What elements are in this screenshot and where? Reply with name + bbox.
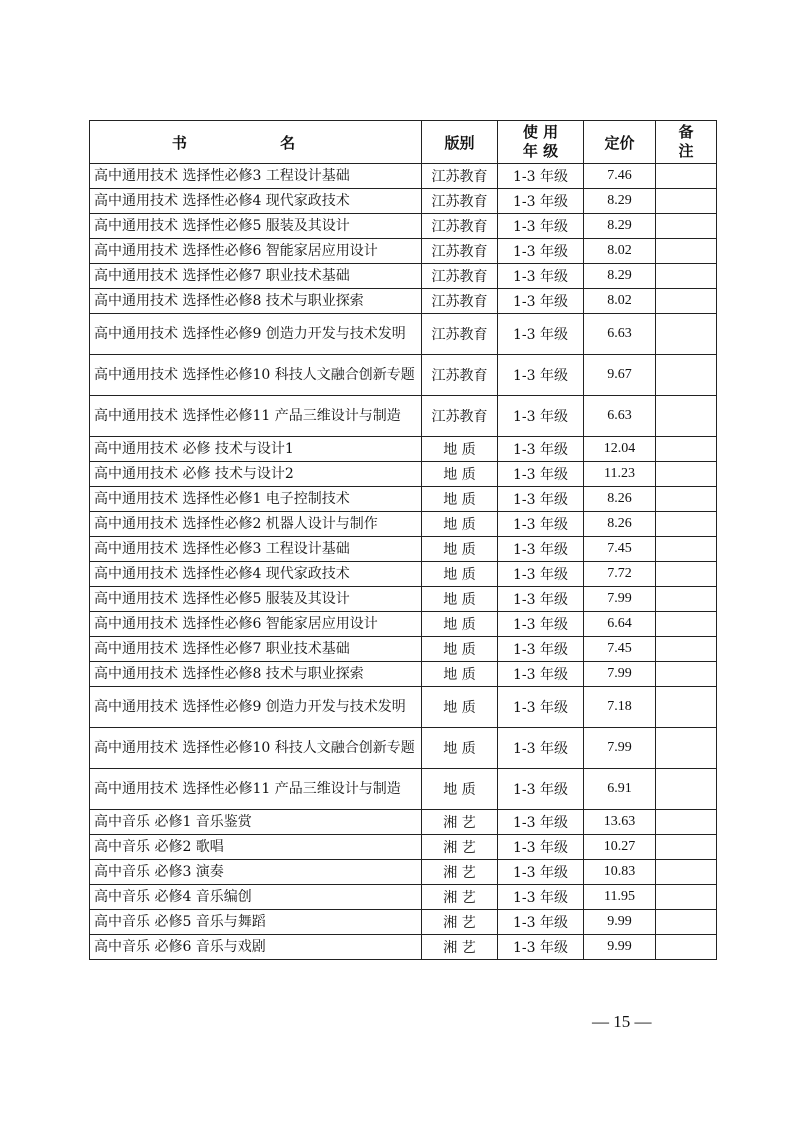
table-row: [90, 396, 717, 437]
price-cell: 7.99: [584, 587, 656, 612]
price-cell: 8.26: [584, 487, 656, 512]
book-name-cell: 高中通用技术 选择性必修6 智能家居应用设计: [90, 239, 422, 264]
price-cell: 6.64: [584, 612, 656, 637]
table-row: [90, 687, 717, 728]
grade-cell: 1-3 年级: [498, 910, 584, 935]
book-name-cell: 高中通用技术 选择性必修3 工程设计基础: [90, 164, 422, 189]
note-cell: [656, 728, 717, 769]
table-row: [90, 437, 717, 462]
publisher-cell: 地 质: [422, 537, 498, 562]
note-cell: [656, 537, 717, 562]
grade-cell: 1-3 年级: [498, 662, 584, 687]
note-cell: [656, 289, 717, 314]
table-row: [90, 537, 717, 562]
grade-cell: 1-3 年级: [498, 810, 584, 835]
price-cell: 13.63: [584, 810, 656, 835]
grade-cell: 1-3 年级: [498, 396, 584, 437]
price-cell: 7.45: [584, 637, 656, 662]
table-row: [90, 164, 717, 189]
book-name-cell: 高中音乐 必修3 演奏: [90, 860, 422, 885]
publisher-cell: 湘 艺: [422, 885, 498, 910]
price-cell: 11.95: [584, 885, 656, 910]
price-cell: 9.99: [584, 910, 656, 935]
note-cell: [656, 214, 717, 239]
publisher-cell: 地 质: [422, 612, 498, 637]
price-cell: 8.02: [584, 289, 656, 314]
book-name-cell: 高中通用技术 选择性必修1 电子控制技术: [90, 487, 422, 512]
grade-cell: 1-3 年级: [498, 314, 584, 355]
book-name-cell: 高中通用技术 必修 技术与设计1: [90, 437, 422, 462]
note-cell: [656, 835, 717, 860]
publisher-cell: 江苏教育: [422, 264, 498, 289]
price-cell: 9.99: [584, 935, 656, 960]
note-cell: [656, 264, 717, 289]
book-name-cell: 高中通用技术 选择性必修10 科技人文融合创新专题: [90, 355, 422, 396]
price-cell: 8.26: [584, 512, 656, 537]
grade-cell: 1-3 年级: [498, 437, 584, 462]
grade-cell: 1-3 年级: [498, 355, 584, 396]
publisher-cell: 地 质: [422, 662, 498, 687]
grade-cell: 1-3 年级: [498, 562, 584, 587]
header-price: 定价: [584, 121, 656, 164]
book-name-cell: 高中通用技术 选择性必修9 创造力开发与技术发明: [90, 687, 422, 728]
note-cell: [656, 462, 717, 487]
grade-cell: 1-3 年级: [498, 537, 584, 562]
grade-cell: 1-3 年级: [498, 835, 584, 860]
table-body: [90, 164, 717, 960]
publisher-cell: 江苏教育: [422, 396, 498, 437]
book-name-cell: 高中通用技术 选择性必修7 职业技术基础: [90, 637, 422, 662]
publisher-cell: 江苏教育: [422, 239, 498, 264]
publisher-cell: 地 质: [422, 637, 498, 662]
publisher-cell: 地 质: [422, 687, 498, 728]
note-cell: [656, 396, 717, 437]
table-row: [90, 264, 717, 289]
note-cell: [656, 355, 717, 396]
note-cell: [656, 885, 717, 910]
publisher-cell: 湘 艺: [422, 860, 498, 885]
publisher-cell: 湘 艺: [422, 935, 498, 960]
publisher-cell: 湘 艺: [422, 835, 498, 860]
price-cell: 7.18: [584, 687, 656, 728]
note-cell: [656, 512, 717, 537]
book-name-cell: 高中音乐 必修2 歌唱: [90, 835, 422, 860]
note-cell: [656, 910, 717, 935]
publisher-cell: 地 质: [422, 587, 498, 612]
note-cell: [656, 637, 717, 662]
price-cell: 6.63: [584, 314, 656, 355]
grade-cell: 1-3 年级: [498, 214, 584, 239]
grade-cell: 1-3 年级: [498, 769, 584, 810]
price-cell: 10.27: [584, 835, 656, 860]
grade-cell: 1-3 年级: [498, 728, 584, 769]
publisher-cell: 地 质: [422, 562, 498, 587]
table-row: [90, 662, 717, 687]
note-cell: [656, 769, 717, 810]
publisher-cell: 江苏教育: [422, 214, 498, 239]
table-row: [90, 587, 717, 612]
publisher-cell: 江苏教育: [422, 314, 498, 355]
table-row: [90, 810, 717, 835]
table-row: [90, 487, 717, 512]
book-name-cell: 高中通用技术 选择性必修2 机器人设计与制作: [90, 512, 422, 537]
price-cell: 10.83: [584, 860, 656, 885]
publisher-cell: 地 质: [422, 462, 498, 487]
header-publisher: 版别: [422, 121, 498, 164]
textbook-price-table: [89, 120, 717, 960]
grade-cell: 1-3 年级: [498, 687, 584, 728]
price-cell: 7.99: [584, 662, 656, 687]
book-name-cell: 高中通用技术 选择性必修6 智能家居应用设计: [90, 612, 422, 637]
note-cell: [656, 164, 717, 189]
note-cell: [656, 860, 717, 885]
price-cell: 12.04: [584, 437, 656, 462]
note-cell: [656, 189, 717, 214]
publisher-cell: 江苏教育: [422, 189, 498, 214]
grade-cell: 1-3 年级: [498, 935, 584, 960]
table-row: [90, 728, 717, 769]
grade-cell: 1-3 年级: [498, 587, 584, 612]
table-row: [90, 562, 717, 587]
note-cell: [656, 487, 717, 512]
book-name-cell: 高中通用技术 选择性必修8 技术与职业探索: [90, 662, 422, 687]
price-cell: 8.29: [584, 264, 656, 289]
grade-cell: 1-3 年级: [498, 512, 584, 537]
price-cell: 7.45: [584, 537, 656, 562]
book-name-cell: 高中音乐 必修6 音乐与戏剧: [90, 935, 422, 960]
book-name-cell: 高中通用技术 选择性必修10 科技人文融合创新专题: [90, 728, 422, 769]
grade-cell: 1-3 年级: [498, 239, 584, 264]
grade-cell: 1-3 年级: [498, 164, 584, 189]
publisher-cell: 江苏教育: [422, 289, 498, 314]
price-cell: 8.29: [584, 214, 656, 239]
note-cell: [656, 314, 717, 355]
table-row: [90, 314, 717, 355]
book-name-cell: 高中通用技术 选择性必修8 技术与职业探索: [90, 289, 422, 314]
book-name-cell: 高中通用技术 选择性必修4 现代家政技术: [90, 562, 422, 587]
publisher-cell: 地 质: [422, 437, 498, 462]
price-cell: 7.99: [584, 728, 656, 769]
note-cell: [656, 437, 717, 462]
price-cell: 8.29: [584, 189, 656, 214]
book-name-cell: 高中音乐 必修5 音乐与舞蹈: [90, 910, 422, 935]
table-header-row: [90, 121, 717, 164]
book-name-cell: 高中通用技术 必修 技术与设计2: [90, 462, 422, 487]
table-row: [90, 355, 717, 396]
book-name-cell: 高中通用技术 选择性必修4 现代家政技术: [90, 189, 422, 214]
page-number: — 15 —: [592, 1012, 652, 1031]
table-row: [90, 189, 717, 214]
publisher-cell: 江苏教育: [422, 355, 498, 396]
note-cell: [656, 562, 717, 587]
publisher-cell: 江苏教育: [422, 164, 498, 189]
table-row: [90, 512, 717, 537]
table-row: [90, 769, 717, 810]
table-row: [90, 612, 717, 637]
table-row: [90, 910, 717, 935]
book-name-cell: 高中通用技术 选择性必修3 工程设计基础: [90, 537, 422, 562]
note-cell: [656, 662, 717, 687]
table-row: [90, 239, 717, 264]
price-cell: 11.23: [584, 462, 656, 487]
book-name-cell: 高中通用技术 选择性必修9 创造力开发与技术发明: [90, 314, 422, 355]
publisher-cell: 地 质: [422, 769, 498, 810]
book-name-cell: 高中通用技术 选择性必修11 产品三维设计与制造: [90, 769, 422, 810]
header-note: 备 注: [656, 121, 717, 164]
price-cell: 7.72: [584, 562, 656, 587]
price-cell: 6.91: [584, 769, 656, 810]
book-name-cell: 高中通用技术 选择性必修11 产品三维设计与制造: [90, 396, 422, 437]
note-cell: [656, 935, 717, 960]
table-row: [90, 935, 717, 960]
note-cell: [656, 687, 717, 728]
table-row: [90, 289, 717, 314]
price-cell: 9.67: [584, 355, 656, 396]
grade-cell: 1-3 年级: [498, 487, 584, 512]
grade-cell: 1-3 年级: [498, 612, 584, 637]
table-row: [90, 835, 717, 860]
book-name-cell: 高中通用技术 选择性必修5 服装及其设计: [90, 587, 422, 612]
note-cell: [656, 239, 717, 264]
price-cell: 7.46: [584, 164, 656, 189]
book-name-cell: 高中通用技术 选择性必修5 服装及其设计: [90, 214, 422, 239]
table-row: [90, 885, 717, 910]
publisher-cell: 地 质: [422, 728, 498, 769]
publisher-cell: 湘 艺: [422, 810, 498, 835]
grade-cell: 1-3 年级: [498, 289, 584, 314]
note-cell: [656, 612, 717, 637]
price-cell: 8.02: [584, 239, 656, 264]
price-cell: 6.63: [584, 396, 656, 437]
grade-cell: 1-3 年级: [498, 462, 584, 487]
table-row: [90, 462, 717, 487]
note-cell: [656, 810, 717, 835]
table-row: [90, 214, 717, 239]
table-row: [90, 637, 717, 662]
book-name-cell: 高中通用技术 选择性必修7 职业技术基础: [90, 264, 422, 289]
grade-cell: 1-3 年级: [498, 189, 584, 214]
publisher-cell: 地 质: [422, 487, 498, 512]
book-name-cell: 高中音乐 必修4 音乐编创: [90, 885, 422, 910]
note-cell: [656, 587, 717, 612]
publisher-cell: 地 质: [422, 512, 498, 537]
grade-cell: 1-3 年级: [498, 637, 584, 662]
header-book-name: 书 名: [90, 121, 422, 164]
grade-cell: 1-3 年级: [498, 264, 584, 289]
header-grade: 使 用 年 级: [498, 121, 584, 164]
table-row: [90, 860, 717, 885]
grade-cell: 1-3 年级: [498, 860, 584, 885]
book-name-cell: 高中音乐 必修1 音乐鉴赏: [90, 810, 422, 835]
grade-cell: 1-3 年级: [498, 885, 584, 910]
publisher-cell: 湘 艺: [422, 910, 498, 935]
